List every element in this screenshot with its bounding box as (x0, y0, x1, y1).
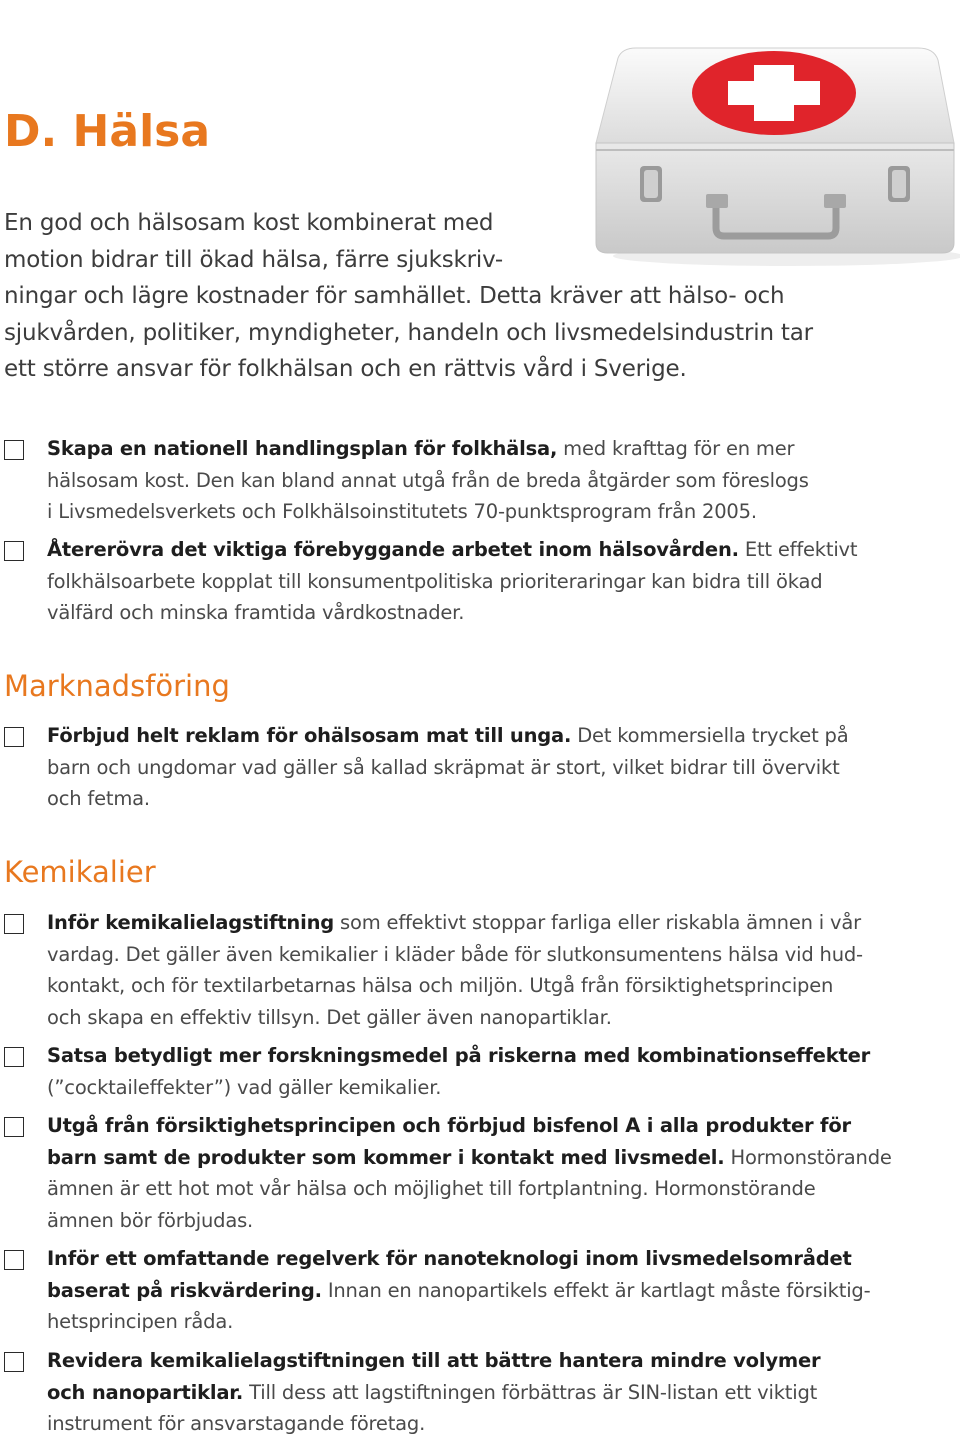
checkbox-icon[interactable] (4, 1117, 24, 1137)
item-line: hälsosam kost. Den kan bland annat utgå från de breda åtgärder som föreslogs (47, 468, 809, 492)
item-text-rest: Till dess att lagstiftningen förbättras är SIN-listan ett viktigt (243, 1380, 818, 1404)
item-title: Återerövra det viktiga förebyggande arbetet inom hälsovården. (47, 538, 739, 561)
checkbox-icon[interactable] (4, 1352, 24, 1372)
section-heading-marketing: Marknadsföring (4, 669, 230, 703)
checkbox-icon[interactable] (4, 541, 24, 561)
item-text-rest: med krafttag för en mer (557, 437, 795, 460)
item-line: ämnen är ett hot mot vår hälsa och möjlighet till fortplantning. Hormonstörande (47, 1177, 816, 1200)
item-line: (”cocktaileffekter”) vad gäller kemikalier. (47, 1075, 442, 1099)
item-text (47, 720, 848, 815)
intro-line: ett större ansvar för folkhälsan och en rättvis vård i Sverige. (4, 356, 687, 382)
item-line: kontakt, och för textilarbetarnas hälsa och miljön. Utgå från försiktighetsprincipen (47, 974, 834, 997)
item-line: barn och ungdomar vad gäller så kallad skräpmat är stort, vilket bidrar till övervikt (47, 755, 840, 779)
item-text-rest: som effektivt stoppar farliga eller riskabla ämnen i vår (334, 911, 861, 934)
item-line: i Livsmedelsverkets och Folkhälsoinstitutets 70-punktsprogram från 2005. (47, 500, 757, 523)
item-line: välfärd och minska framtida vårdkostnader. (47, 601, 465, 624)
checkbox-icon[interactable] (4, 1047, 24, 1067)
item-title: Inför ett omfattande regelverk för nanoteknologi inom livsmedelsområdet (47, 1247, 852, 1270)
item-line: ämnen bör förbjudas. (47, 1208, 254, 1232)
item-text (47, 1040, 870, 1103)
intro-line: En god och hälsosam kost kombinerat med (4, 210, 494, 236)
item-title: Revidera kemikalielagstiftningen till att bättre hantera mindre volymer (47, 1349, 821, 1372)
item-line: vardag. Det gäller även kemikalier i kläder både för slutkonsumentens hälsa vid hud- (47, 942, 863, 966)
item-title: Satsa betydligt mer forskningsmedel på riskerna med kombinationseffekter (47, 1044, 871, 1067)
section-heading-chemicals: Kemikalier (4, 855, 156, 889)
item-line: och fetma. (47, 787, 150, 810)
item-title-continued: barn samt de produkter som kommer i kontakt med livsmedel. (47, 1145, 725, 1169)
item-title: Förbjud helt reklam för ohälsosam mat till unga. (47, 724, 572, 747)
item-text (47, 1243, 870, 1338)
intro-line: motion bidrar till ökad hälsa, färre sjukskriv- (4, 246, 503, 273)
item-text (47, 907, 863, 1033)
item-title: Inför kemikalielagstiftning (47, 911, 335, 934)
checkbox-icon[interactable] (4, 727, 24, 747)
item-line: folkhälsoarbete kopplat till konsumentpolitiska prioriteraringar kan bidra till ökad (47, 569, 823, 593)
item-title-continued: baserat på riskvärdering. (47, 1278, 322, 1302)
item-text-rest: Innan en nanopartikels effekt är kartlagt måste försiktig- (321, 1278, 871, 1302)
checkbox-icon[interactable] (4, 914, 24, 934)
intro-line: ningar och lägre kostnader för samhället. Detta kräver att hälso- och (4, 283, 785, 309)
intro-paragraph (4, 205, 813, 388)
item-text-rest: Det kommersiella trycket på (571, 724, 849, 747)
checkbox-icon[interactable] (4, 440, 24, 460)
item-text (47, 534, 857, 629)
item-title-continued: och nanopartiklar. (47, 1380, 244, 1404)
item-title: Utgå från försiktighetsprincipen och förbjud bisfenol A i alla produkter för (47, 1114, 851, 1137)
item-text-rest: Hormonstörande (724, 1145, 892, 1169)
item-line: och skapa en effektiv tillsyn. Det gäller även nanopartiklar. (47, 1005, 612, 1029)
intro-line: sjukvården, politiker, myndigheter, handeln och livsmedelsindustrin tar (4, 319, 813, 346)
item-text (47, 1110, 892, 1236)
checkbox-icon[interactable] (4, 1250, 24, 1270)
item-line: instrument för ansvarstagande företag. (47, 1412, 426, 1435)
item-text (47, 433, 809, 528)
item-text-rest: Ett effektivt (738, 538, 858, 561)
item-text (47, 1345, 820, 1440)
page-title: D. Hälsa (4, 106, 211, 157)
item-title: Skapa en nationell handlingsplan för folkhälsa, (47, 437, 558, 460)
item-line: hetsprincipen råda. (47, 1310, 234, 1333)
